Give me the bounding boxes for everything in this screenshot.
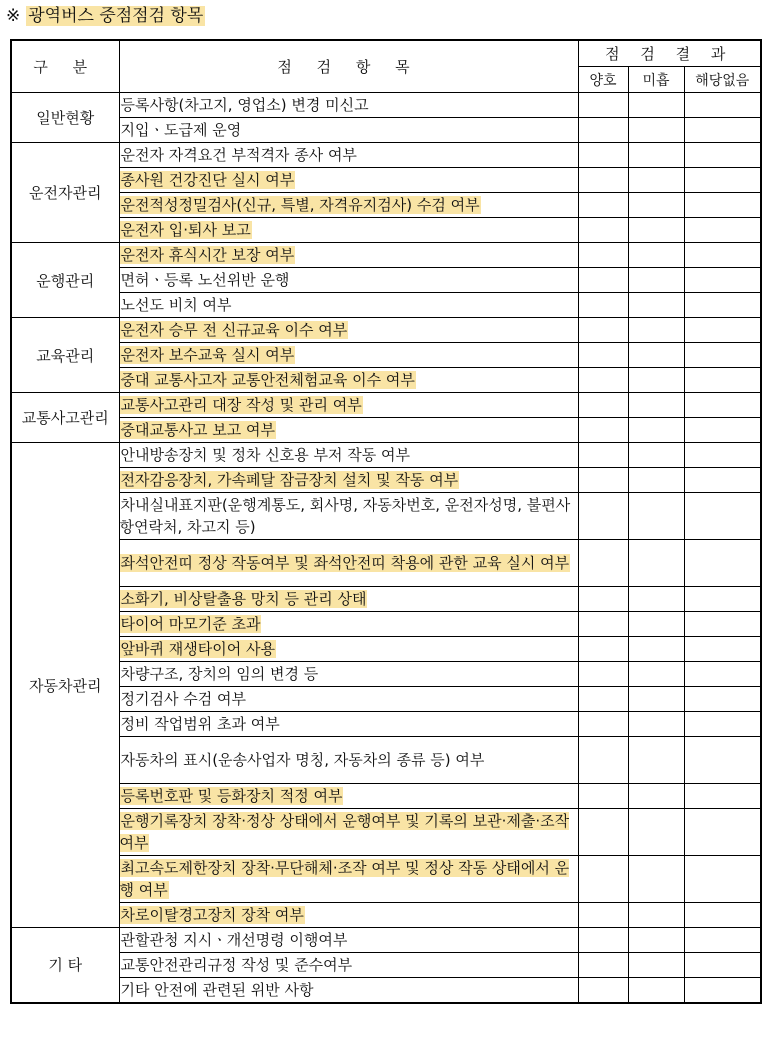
result-poor-cell[interactable] xyxy=(628,443,684,468)
table-row xyxy=(11,637,761,662)
table-row xyxy=(11,268,761,293)
table-row xyxy=(11,493,761,540)
result-good-cell[interactable] xyxy=(578,318,628,343)
header-result-good: 양호 xyxy=(578,67,628,93)
result-good-cell[interactable] xyxy=(578,637,628,662)
result-poor-cell[interactable] xyxy=(628,493,684,540)
item-text: 중대 교통사고자 교통안전체험교육 이수 여부 xyxy=(120,371,415,389)
result-na-cell[interactable] xyxy=(684,193,761,218)
result-poor-cell[interactable] xyxy=(628,928,684,953)
table-row xyxy=(11,978,761,1003)
result-poor-cell[interactable] xyxy=(628,687,684,712)
result-good-cell[interactable] xyxy=(578,540,628,587)
result-good-cell[interactable] xyxy=(578,978,628,1003)
item-cell xyxy=(119,193,578,218)
table-row xyxy=(11,93,761,118)
table-row xyxy=(11,540,761,587)
table-row xyxy=(11,443,761,468)
result-good-cell[interactable] xyxy=(578,93,628,118)
item-text: 운전자 휴식시간 보장 여부 xyxy=(120,246,295,264)
result-na-cell[interactable] xyxy=(684,368,761,393)
table-row xyxy=(11,587,761,612)
result-poor-cell[interactable] xyxy=(628,268,684,293)
item-cell xyxy=(119,953,578,978)
item-cell xyxy=(119,168,578,193)
item-cell xyxy=(119,540,578,587)
result-good-cell[interactable] xyxy=(578,368,628,393)
item-cell xyxy=(119,928,578,953)
item-cell xyxy=(119,318,578,343)
result-good-cell[interactable] xyxy=(578,343,628,368)
result-poor-cell[interactable] xyxy=(628,218,684,243)
result-good-cell[interactable] xyxy=(578,587,628,612)
item-text: 전자감응장치, 가속페달 잠금장치 설치 및 작동 여부 xyxy=(120,471,459,489)
table-row xyxy=(11,953,761,978)
item-text: 운전자 자격요건 부적격자 종사 여부 xyxy=(120,146,357,164)
result-good-cell[interactable] xyxy=(578,218,628,243)
result-na-cell[interactable] xyxy=(684,118,761,143)
result-na-cell[interactable] xyxy=(684,343,761,368)
table-row xyxy=(11,612,761,637)
result-poor-cell[interactable] xyxy=(628,612,684,637)
item-text: 종사원 건강진단 실시 여부 xyxy=(120,171,295,189)
result-na-cell[interactable] xyxy=(684,662,761,687)
table-row xyxy=(11,418,761,443)
item-cell xyxy=(119,268,578,293)
item-cell xyxy=(119,468,578,493)
header-result-na: 해당없음 xyxy=(684,67,761,93)
item-cell xyxy=(119,637,578,662)
result-na-cell[interactable] xyxy=(684,493,761,540)
item-text: 운행기록장치 장착·정상 상태에서 운행여부 및 기록의 보관·제출·조작 여부 xyxy=(119,812,570,852)
result-poor-cell[interactable] xyxy=(628,468,684,493)
table-row xyxy=(11,662,761,687)
item-text: 운전자 보수교육 실시 여부 xyxy=(120,346,295,364)
result-na-cell[interactable] xyxy=(684,953,761,978)
table-row xyxy=(11,737,761,784)
table-row xyxy=(11,903,761,928)
result-na-cell[interactable] xyxy=(684,809,761,856)
result-good-cell[interactable] xyxy=(578,443,628,468)
category-cell: 교통사고관리 xyxy=(11,393,119,443)
table-row xyxy=(11,928,761,953)
page-heading xyxy=(6,4,205,28)
item-cell xyxy=(119,343,578,368)
result-na-cell[interactable] xyxy=(684,293,761,318)
result-na-cell[interactable] xyxy=(684,218,761,243)
item-cell xyxy=(119,687,578,712)
table-row xyxy=(11,784,761,809)
result-na-cell[interactable] xyxy=(684,637,761,662)
result-na-cell[interactable] xyxy=(684,418,761,443)
result-good-cell[interactable] xyxy=(578,784,628,809)
table-row xyxy=(11,218,761,243)
result-good-cell[interactable] xyxy=(578,468,628,493)
result-good-cell[interactable] xyxy=(578,168,628,193)
item-text: 최고속도제한장치 장착·무단해체·조작 여부 및 정상 작동 상태에서 운행 여부 xyxy=(119,859,570,899)
result-good-cell[interactable] xyxy=(578,612,628,637)
result-poor-cell[interactable] xyxy=(628,168,684,193)
header-result: 점 검 결 과 xyxy=(578,40,761,67)
header-result-poor: 미흡 xyxy=(628,67,684,93)
item-cell xyxy=(119,737,578,784)
table-row xyxy=(11,856,761,903)
result-na-cell[interactable] xyxy=(684,93,761,118)
result-poor-cell[interactable] xyxy=(628,856,684,903)
result-good-cell[interactable] xyxy=(578,293,628,318)
result-good-cell[interactable] xyxy=(578,903,628,928)
item-text: 교통안전관리규정 작성 및 준수여부 xyxy=(120,956,353,974)
item-text: 자동차의 표시(운송사업자 명칭, 자동차의 종류 등) 여부 xyxy=(120,751,485,769)
result-poor-cell[interactable] xyxy=(628,193,684,218)
result-na-cell[interactable] xyxy=(684,268,761,293)
item-text: 안내방송장치 및 정차 신호용 부저 작동 여부 xyxy=(120,446,410,464)
heading-text: 광역버스 중점점검 항목 xyxy=(28,6,204,26)
item-cell xyxy=(119,712,578,737)
result-na-cell[interactable] xyxy=(684,856,761,903)
result-poor-cell[interactable] xyxy=(628,540,684,587)
table-row xyxy=(11,193,761,218)
table-row xyxy=(11,243,761,268)
result-poor-cell[interactable] xyxy=(628,712,684,737)
result-na-cell[interactable] xyxy=(684,784,761,809)
result-na-cell[interactable] xyxy=(684,687,761,712)
result-na-cell[interactable] xyxy=(684,143,761,168)
item-text: 정기검사 수검 여부 xyxy=(120,690,246,708)
result-poor-cell[interactable] xyxy=(628,243,684,268)
table-row xyxy=(11,318,761,343)
item-cell xyxy=(119,118,578,143)
item-cell xyxy=(119,293,578,318)
result-poor-cell[interactable] xyxy=(628,662,684,687)
table-row xyxy=(11,393,761,418)
result-good-cell[interactable] xyxy=(578,662,628,687)
header-category: 구 분 xyxy=(11,40,119,93)
item-cell xyxy=(119,903,578,928)
result-good-cell[interactable] xyxy=(578,856,628,903)
result-poor-cell[interactable] xyxy=(628,368,684,393)
item-text: 교통사고관리 대장 작성 및 관리 여부 xyxy=(120,396,362,414)
item-cell xyxy=(119,368,578,393)
item-text: 운전자 입·퇴사 보고 xyxy=(120,221,251,239)
table-row xyxy=(11,368,761,393)
result-good-cell[interactable] xyxy=(578,143,628,168)
table-row xyxy=(11,118,761,143)
category-cell: 교육관리 xyxy=(11,318,119,393)
result-na-cell[interactable] xyxy=(684,978,761,1003)
item-cell xyxy=(119,443,578,468)
result-poor-cell[interactable] xyxy=(628,809,684,856)
result-poor-cell[interactable] xyxy=(628,903,684,928)
table-row xyxy=(11,343,761,368)
result-poor-cell[interactable] xyxy=(628,587,684,612)
result-good-cell[interactable] xyxy=(578,393,628,418)
inspection-table xyxy=(10,39,762,1004)
result-good-cell[interactable] xyxy=(578,809,628,856)
result-good-cell[interactable] xyxy=(578,493,628,540)
item-cell xyxy=(119,809,578,856)
item-text: 운전적성정밀검사(신규, 특별, 자격유지검사) 수검 여부 xyxy=(120,196,480,214)
result-poor-cell[interactable] xyxy=(628,393,684,418)
result-na-cell[interactable] xyxy=(684,712,761,737)
item-cell xyxy=(119,662,578,687)
result-na-cell[interactable] xyxy=(684,928,761,953)
result-poor-cell[interactable] xyxy=(628,118,684,143)
result-na-cell[interactable] xyxy=(684,243,761,268)
result-poor-cell[interactable] xyxy=(628,737,684,784)
table-row xyxy=(11,809,761,856)
table-row xyxy=(11,168,761,193)
result-poor-cell[interactable] xyxy=(628,637,684,662)
result-na-cell[interactable] xyxy=(684,903,761,928)
item-text: 등록사항(차고지, 영업소) 변경 미신고 xyxy=(120,96,369,114)
result-na-cell[interactable] xyxy=(684,468,761,493)
category-cell: 운행관리 xyxy=(11,243,119,318)
result-good-cell[interactable] xyxy=(578,268,628,293)
result-good-cell[interactable] xyxy=(578,737,628,784)
item-text: 차내실내표지판(운행계통도, 회사명, 자동차번호, 운전자성명, 불편사항연락처, 차고지 등) xyxy=(119,496,571,536)
item-cell xyxy=(119,856,578,903)
item-cell xyxy=(119,218,578,243)
result-good-cell[interactable] xyxy=(578,193,628,218)
result-good-cell[interactable] xyxy=(578,118,628,143)
result-poor-cell[interactable] xyxy=(628,318,684,343)
item-text: 지입ㆍ도급제 운영 xyxy=(120,121,242,139)
item-cell xyxy=(119,393,578,418)
result-poor-cell[interactable] xyxy=(628,953,684,978)
table-row xyxy=(11,687,761,712)
item-text: 노선도 비치 여부 xyxy=(120,296,232,314)
result-na-cell[interactable] xyxy=(684,612,761,637)
item-cell xyxy=(119,784,578,809)
item-cell xyxy=(119,612,578,637)
table-row xyxy=(11,712,761,737)
result-poor-cell[interactable] xyxy=(628,784,684,809)
item-text: 면허ㆍ등록 노선위반 운행 xyxy=(120,271,290,289)
table-header xyxy=(11,40,761,93)
result-na-cell[interactable] xyxy=(684,587,761,612)
item-text: 타이어 마모기준 초과 xyxy=(120,615,261,633)
item-text: 등록번호판 및 등화장치 적정 여부 xyxy=(120,787,343,805)
item-text: 관할관청 지시ㆍ개선명령 이행여부 xyxy=(120,931,348,949)
result-poor-cell[interactable] xyxy=(628,978,684,1003)
result-poor-cell[interactable] xyxy=(628,93,684,118)
result-good-cell[interactable] xyxy=(578,928,628,953)
category-cell: 기 타 xyxy=(11,928,119,1003)
result-poor-cell[interactable] xyxy=(628,143,684,168)
table-row xyxy=(11,293,761,318)
item-cell xyxy=(119,978,578,1003)
item-cell xyxy=(119,243,578,268)
result-na-cell[interactable] xyxy=(684,168,761,193)
category-cell: 자동차관리 xyxy=(11,443,119,928)
table-body xyxy=(11,93,761,1003)
result-na-cell[interactable] xyxy=(684,318,761,343)
item-text: 좌석안전띠 정상 작동여부 및 좌석안전띠 착용에 관한 교육 실시 여부 xyxy=(120,554,570,572)
item-text: 소화기, 비상탈출용 망치 등 관리 상태 xyxy=(120,590,367,608)
item-text: 차량구조, 장치의 임의 변경 등 xyxy=(120,665,319,683)
item-cell xyxy=(119,143,578,168)
item-cell xyxy=(119,493,578,540)
result-good-cell[interactable] xyxy=(578,418,628,443)
table-row xyxy=(11,143,761,168)
item-cell xyxy=(119,587,578,612)
item-text: 운전자 승무 전 신규교육 이수 여부 xyxy=(120,321,348,339)
result-good-cell[interactable] xyxy=(578,953,628,978)
result-poor-cell[interactable] xyxy=(628,343,684,368)
result-na-cell[interactable] xyxy=(684,443,761,468)
result-poor-cell[interactable] xyxy=(628,293,684,318)
result-na-cell[interactable] xyxy=(684,540,761,587)
result-good-cell[interactable] xyxy=(578,687,628,712)
item-cell xyxy=(119,93,578,118)
item-text: 앞바퀴 재생타이어 사용 xyxy=(120,640,275,658)
result-na-cell[interactable] xyxy=(684,393,761,418)
item-text: 중대교통사고 보고 여부 xyxy=(120,421,275,439)
result-poor-cell[interactable] xyxy=(628,418,684,443)
result-good-cell[interactable] xyxy=(578,712,628,737)
result-na-cell[interactable] xyxy=(684,737,761,784)
item-cell xyxy=(119,418,578,443)
item-text: 기타 안전에 관련된 위반 사항 xyxy=(120,980,314,999)
category-cell: 일반현황 xyxy=(11,93,119,143)
table-row xyxy=(11,468,761,493)
result-good-cell[interactable] xyxy=(578,243,628,268)
category-cell: 운전자관리 xyxy=(11,143,119,243)
item-text: 차로이탈경고장치 장착 여부 xyxy=(120,906,304,924)
header-item: 점 검 항 목 xyxy=(119,40,578,93)
reference-mark: ※ xyxy=(6,6,21,26)
item-text: 정비 작업범위 초과 여부 xyxy=(120,715,280,733)
